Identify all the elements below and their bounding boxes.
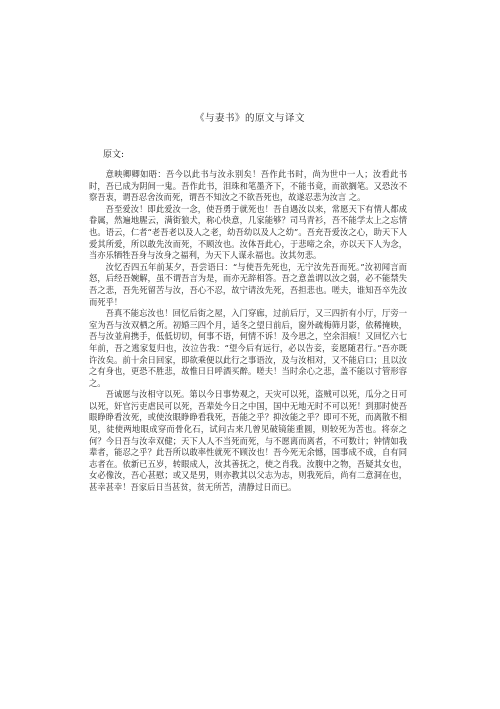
paragraph: 吾真不能忘汝也！回忆后街之屋，入门穿廊，过前后厅，又三四折有小厅，厅旁一室为吾与汝双栖之所。初婚三四个月，适冬之望日前后，窗外疏梅筛月影，依稀掩映，吾与汝並肩携手，低低切切，何事不语，何情不诉！及今思之，空余泪痕！又回忆六七年前，吾之逃家复归也，汝泣告我：“望今后有远行，必以告妾，妾愿随君行。”吾亦既许汝矣。前十余日回家，即欲乘便以此行之事语汝，及与汝相对，又不能启口；且以汝之有身也，更恐不胜悲，故惟日日呼酒买醉。嗟夫！当时余心之悲，盖不能以寸管形容之。 bbox=[89, 308, 407, 388]
paragraph: 意映卿卿如晤：吾今以此书与汝永别矣！吾作此书时，尚为世中一人；汝看此书时，吾已成为阴间一鬼。吾作此书，泪珠和笔墨齐下，不能书竟，而欲搁笔。又恐汝不察吾衷，谓吾忍舍汝而死，谓吾不知汝之不欲吾死也，故遂忍悲为汝言 之。 bbox=[89, 169, 407, 203]
paragraph: 吾至爱汝！即此爱汝一念，使吾勇于就死也！吾自遇汝以来，常愿天下有情人都成眷属，然遍地腥云，满街狼犬，称心快意，几家能够？司马青衫，吾不能学太上之忘情也。语云，仁者“老吾老以及人之老，幼吾幼以及人之幼”。吾充吾爱汝之心，助天下人爱其所爱，所以敢先汝而死，不顾汝也。汝体吾此心，于悲啼之余，亦以天下人为念，当亦乐牺牲吾身与汝身之福利，为天下人谋永福也。汝其勿悲。 bbox=[89, 203, 407, 261]
document-title: 《与妻书》的原文与译文 bbox=[194, 113, 305, 124]
document-body bbox=[89, 169, 407, 494]
paragraph: 吾诚愿与汝相守以死。第以今日事势观之，天灾可以死，盗贼可以死，瓜分之日可以死，奸官污吏虐民可以死，吾辈处今日之中国，国中无地无时不可以死！到那时使吾眼睁睁看汝死，或使汝眼睁睁看我死，吾能之乎？抑汝能之乎？即可不死，而离散不相见，徒使两地眼成穿而骨化石，试问古来几曾见破镜能重圆，则较死为苦也。将奈之何？今日吾与汝幸双健；天下人人不当死而死，与不愿离而离者，不可数计；钟情如我辈者，能忍之乎？此吾所以敢率性就死不顾汝也！吾今死无余憾，国事成不成，自有同志者在。依新已五岁，转眼成人，汝其善抚之，使之肖我。汝腹中之物，吾疑其女也，女必像汝，吾心甚慰；或又是男，则亦教其以父志为志，则我死后，尚有二意洞在也，甚幸甚幸！吾家后日当甚贫，贫无所苦，清静过日而已。 bbox=[89, 389, 407, 493]
paragraph: 汝忆否四五年前某夕，吾尝语曰：“与使吾先死也，无宁汝先吾而死。”汝初闻言而怒，后经吾婉解，虽不谓吾言为是，而亦无辞相答。吾之意盖谓以汝之弱，必不能禁失吾之悲，吾先死留苦与汝，吾心不忍，故宁请汝先死，吾担悲也。嗟夫，谁知吾卒先汝而死乎！ bbox=[89, 261, 407, 307]
original-text-heading: 原文: bbox=[103, 150, 125, 160]
